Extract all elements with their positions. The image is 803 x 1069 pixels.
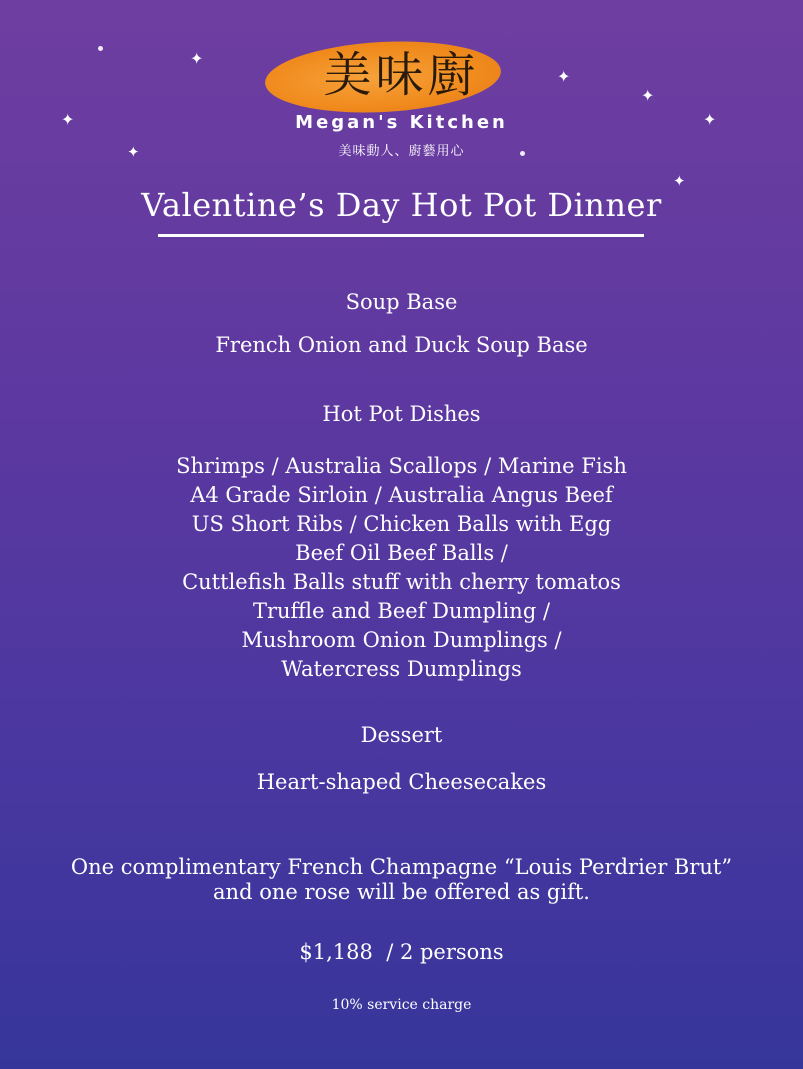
list-item: Mushroom Onion Dumplings / <box>241 628 562 652</box>
list-item: Beef Oil Beef Balls / <box>295 541 508 565</box>
menu-title: Valentine’s Day Hot Pot Dinner <box>141 186 662 224</box>
gift-note <box>0 855 803 905</box>
brand-name: Megan's Kitchen <box>295 112 508 133</box>
sparkle-star-icon: ✦ <box>673 172 686 190</box>
sparkle-star-icon: ✦ <box>557 67 571 86</box>
price: $1,188 / 2 persons <box>299 940 504 964</box>
title-underline <box>158 234 644 237</box>
list-item: Shrimps / Australia Scallops / Marine Fish <box>176 454 627 478</box>
logo-chinese-characters: 美味廚 <box>323 47 480 103</box>
soup-base-heading: Soup Base <box>345 290 458 314</box>
list-item: US Short Ribs / Chicken Balls with Egg <box>191 512 612 536</box>
dessert-item: Heart-shaped Cheesecakes <box>256 770 547 794</box>
soup-base-item: French Onion and Duck Soup Base <box>215 333 588 357</box>
dessert-heading: Dessert <box>360 723 443 747</box>
gift-line: One complimentary French Champagne “Louis Perdrier Brut” <box>70 855 733 879</box>
sparkle-star-icon: ✦ <box>61 110 75 129</box>
hot-pot-heading: Hot Pot Dishes <box>322 402 481 426</box>
service-charge-note: 10% service charge <box>331 997 472 1013</box>
list-item: Cuttlefish Balls stuff with cherry tomatos <box>182 570 621 594</box>
sparkle-star-icon: ✦ <box>641 86 655 105</box>
sparkle-star-icon: ✦ <box>703 110 717 129</box>
sparkle-star-icon: ✦ <box>190 49 204 68</box>
list-item: A4 Grade Sirloin / Australia Angus Beef <box>190 483 613 507</box>
hot-pot-dish-list <box>0 452 803 684</box>
list-item: Watercress Dumplings <box>281 657 522 681</box>
list-item: Truffle and Beef Dumpling / <box>252 599 551 623</box>
sparkle-star-icon: ✦ <box>127 143 140 161</box>
gift-line: and one rose will be offered as gift. <box>213 880 590 904</box>
brand-slogan: 美味動人、廚藝用心 <box>338 144 465 159</box>
